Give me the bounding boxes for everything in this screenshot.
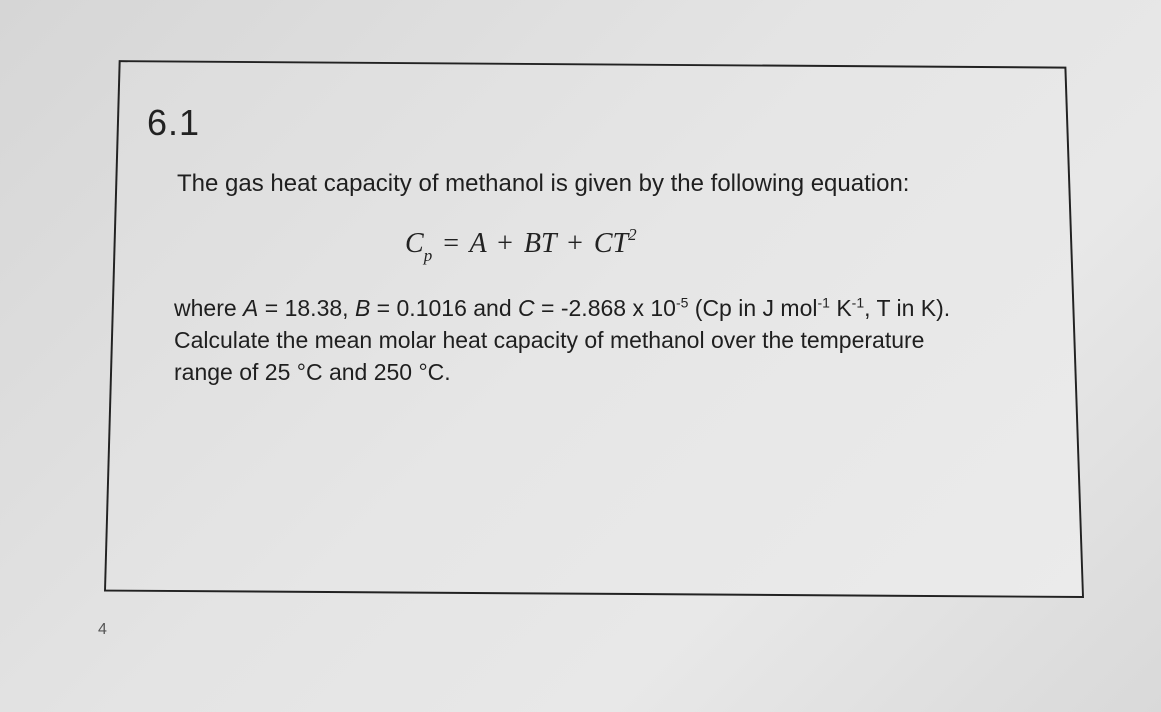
equation-equals: = [443, 228, 459, 259]
equation-exponent: 2 [628, 225, 637, 244]
equation-term-b: BT [523, 228, 557, 259]
intro-text: The gas heat capacity of methanol is given by the following equation: [177, 170, 910, 197]
var-a: A [243, 295, 259, 321]
equation-plus-2: + [567, 228, 583, 259]
value-a: = 18.38, [258, 295, 355, 321]
var-c: C [518, 295, 535, 321]
heat-capacity-equation [405, 225, 637, 265]
page-number: 4 [98, 621, 107, 638]
section-number: 6.1 [147, 102, 201, 143]
units-start: (Cp in J mol [688, 295, 818, 321]
units-mid: K [829, 295, 852, 321]
mol-exponent: -1 [817, 294, 830, 311]
equation-lhs: C [405, 228, 424, 259]
body-line-2: Calculate the mean molar heat capacity of methanol over the temperature [174, 327, 925, 353]
value-c-exponent: -5 [675, 294, 689, 311]
equation-plus-1: + [497, 228, 513, 259]
where-text: where [174, 295, 244, 321]
body-line-1 [174, 292, 950, 324]
var-b: B [354, 295, 371, 321]
problem-statement [174, 292, 950, 388]
units-end: , T in K). [864, 295, 951, 321]
equation-lhs-subscript: p [423, 246, 433, 265]
value-c: = -2.868 x 10 [534, 295, 676, 321]
body-line-3: range of 25 °C and 250 °C. [174, 359, 451, 385]
k-exponent: -1 [851, 294, 865, 311]
value-b: = 0.1016 and [370, 295, 519, 321]
equation-term-a: A [469, 228, 487, 259]
equation-term-c: CT [593, 228, 629, 259]
